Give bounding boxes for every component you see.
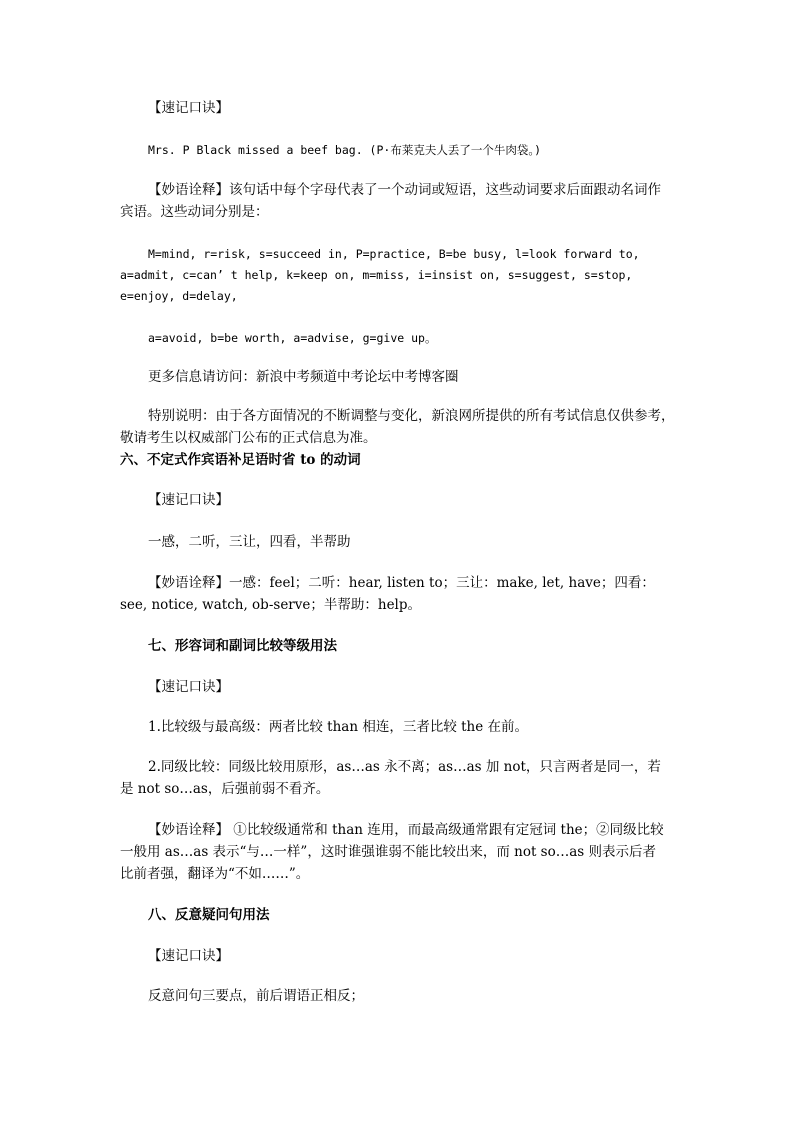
comparison-rule-2-line-1: 2.同级比较：同级比较用原形，as…as 永不离；as…as 加 not，只言两者是同一，若 (148, 759, 661, 775)
verb-list-line-1: M=mind, r=risk, s=succeed in, P=practice, B=be busy, l=look forward to, (148, 247, 640, 261)
mnemonic-label-2: 【速记口诀】 (148, 492, 229, 508)
comparison-rule-2-line-2: 是 not so…as，后强前弱不看齐。 (120, 781, 330, 797)
verb-list-line-3: e=enjoy, d=delay, (120, 289, 238, 303)
mnemonic-label-3: 【速记口诀】 (148, 679, 229, 695)
mnemonic-label-1: 【速记口诀】 (148, 100, 229, 116)
explanation-2-line-2: see, notice, watch, ob-serve；半帮助：help。 (120, 597, 422, 613)
section-heading-8: 八、反意疑问句用法 (148, 907, 270, 923)
disclaimer-line-1: 特别说明：由于各方面情况的不断调整与变化，新浪网所提供的所有考试信息仅供参考， (148, 408, 675, 424)
explanation-3-line-3: 比前者强，翻译为“不如……”。 (120, 866, 310, 882)
section-heading-6: 六、不定式作宾语补足语时省 to 的动词 (120, 452, 361, 468)
section-heading-7: 七、形容词和副词比较等级用法 (148, 638, 337, 654)
explanation-1-line-2: 宾语。这些动词分别是： (120, 204, 269, 220)
more-info-link: 更多信息请访问：新浪中考频道中考论坛中考博客圈 (148, 369, 459, 385)
mnemonic-rule-2: 一感，二听，三让，四看，半帮助 (148, 534, 351, 550)
explanation-3-line-1: 【妙语诠释】 ①比较级通常和 than 连用，而最高级通常跟有定冠词 the；②同级比较 (148, 822, 664, 838)
explanation-2-line-1: 【妙语诠释】一感：feel；二听：hear, listen to；三让：make, let, have；四看： (148, 575, 655, 591)
mnemonic-sentence: Mrs. P Black missed a beef bag. (P·布莱克夫人丢了一个牛肉袋。) (148, 143, 541, 157)
mnemonic-label-4: 【速记口诀】 (148, 948, 229, 964)
tag-question-rule: 反意问句三要点，前后谓语正相反； (148, 988, 364, 1004)
verb-list-line-4: a=avoid, b=be worth, a=advise, g=give up。 (148, 331, 437, 345)
explanation-1-line-1: 【妙语诠释】该句话中每个字母代表了一个动词或短语，这些动词要求后面跟动名词作 (148, 182, 661, 198)
explanation-3-line-2: 一般用 as…as 表示“与…一样”，这时谁强谁弱不能比较出来，而 not so…as 则表示后者 (120, 844, 656, 860)
disclaimer-line-2: 敬请考生以权威部门公布的正式信息为准。 (120, 430, 377, 446)
comparison-rule-1: 1.比较级与最高级：两者比较 than 相连，三者比较 the 在前。 (148, 719, 529, 735)
verb-list-line-2: a=admit, c=can’ t help, k=keep on, m=miss, i=insist on, s=suggest, s=stop, (120, 268, 633, 282)
